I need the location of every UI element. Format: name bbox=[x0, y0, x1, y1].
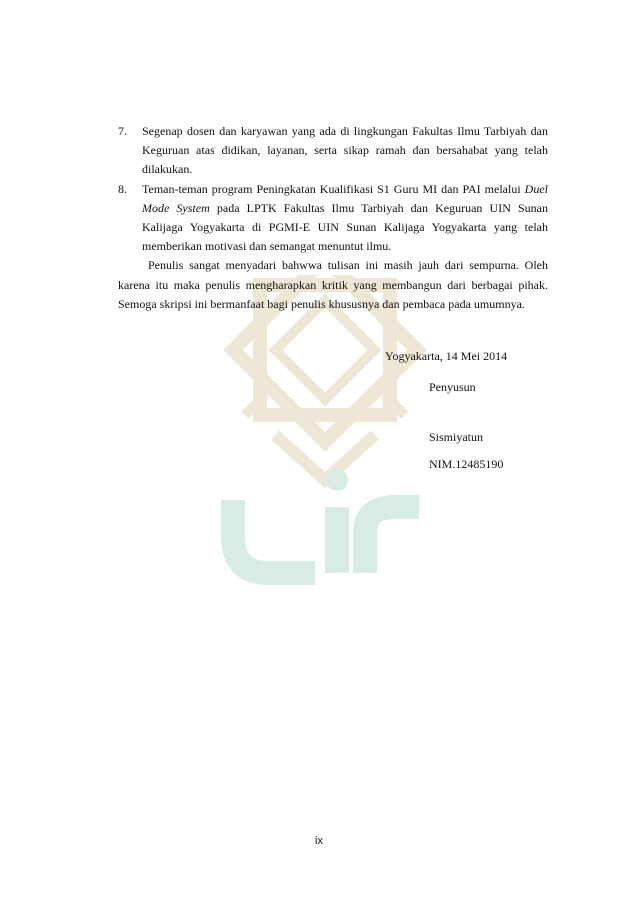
signature-title: Penyusun bbox=[429, 380, 476, 394]
acknowledgement-list bbox=[118, 122, 548, 314]
list-item-number: 7. bbox=[118, 124, 127, 138]
page-number: ix bbox=[315, 835, 323, 847]
uin-logo-watermark bbox=[205, 275, 445, 595]
text-segment: Teman-teman program Peningkatan Kualifikasi S1 Guru MI dan PAI melalui bbox=[142, 181, 525, 196]
italic-term: Duel Mode System bbox=[142, 181, 548, 215]
text-segment: pada LPTK Fakultas Ilmu Tarbiyah dan Keguruan UIN Sunan Kalijaga Yogyakarta di PGMI-E UIN Sunan Kalijaga Yogyakarta yang telah memberikan motivasi dan semangat menuntut ilmu. bbox=[142, 200, 548, 254]
signature-place-date: Yogyakarta, 14 Mei 2014 bbox=[385, 349, 508, 363]
list-item-text: Segenap dosen dan karyawan yang ada di lingkungan Fakultas Ilmu Tarbiyah dan Keguruan atas didikan, layanan, serta sikap ramah dan bersahabat yang telah dilakukan. bbox=[142, 124, 548, 177]
list-item-number: 8. bbox=[118, 181, 127, 196]
list-item-text bbox=[142, 180, 548, 257]
signature-nim: NIM.12485190 bbox=[429, 457, 504, 471]
list-item bbox=[118, 122, 548, 180]
signature-name: Sismiyatun bbox=[429, 430, 484, 444]
closing-paragraph: Penulis sangat menyadari bahwwa tulisan ini masih jauh dari sempurna. Oleh karena itu maka penulis mengharapkan kritik yang membangun dari berbagai pihak. Semoga skripsi ini bermanfaat bagi penulis khususnya dan pembaca pada umumnya. bbox=[118, 258, 548, 311]
list-item bbox=[118, 180, 548, 257]
